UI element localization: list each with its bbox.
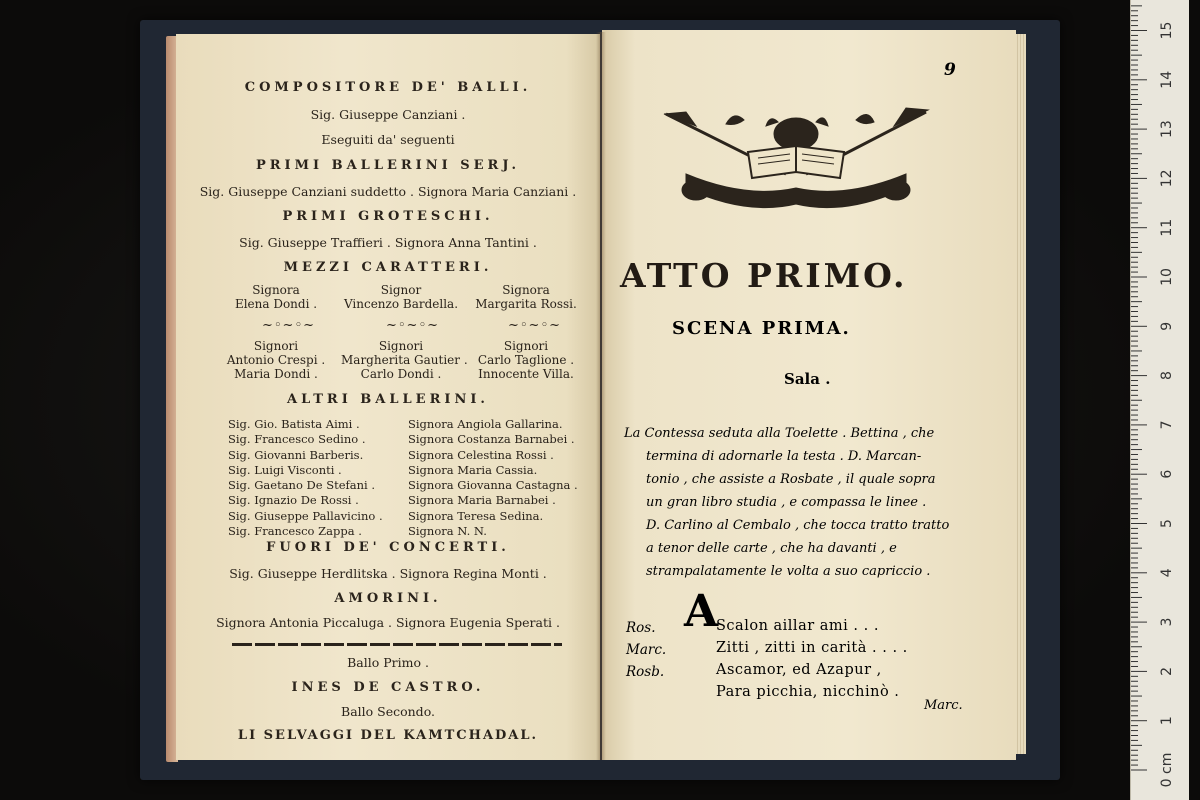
amorini-heading: AMORINI. <box>334 591 442 606</box>
ruler-label: 12 <box>1159 169 1175 188</box>
ornament-divider: ~◦~◦~ <box>262 318 316 333</box>
ruler-label: 4 <box>1159 568 1175 578</box>
cell-title: Signori <box>378 339 424 353</box>
stage-direction-line: strampalatamente le volta a suo capriccio . <box>646 564 931 579</box>
cell-name: Innocente Villa. <box>478 367 574 381</box>
cell-name: Maria Dondi . <box>234 367 318 381</box>
scene-title: SCENA PRIMA. <box>672 318 851 339</box>
trophy-vignette-icon <box>656 104 936 224</box>
dialogue-line: Scalon aillar ami . . . <box>716 618 879 634</box>
dialogue-line: Zitti , zitti in carità . . . . <box>716 640 908 656</box>
altri-men-list <box>228 417 383 539</box>
list-item: Sig. Gaetano De Stefani . <box>228 478 376 493</box>
cell-title: Signori <box>253 339 299 353</box>
primi-groteschi-line: Sig. Giuseppe Traffieri . Signora Anna Tantini . <box>239 235 537 250</box>
fuori-de-concerti-line: Sig. Giuseppe Herdlitska . Signora Regina Monti . <box>229 566 547 581</box>
ruler-label: 0 cm <box>1159 752 1175 788</box>
ruler-label: 9 <box>1159 321 1175 331</box>
ruler-label: 1 <box>1159 716 1175 726</box>
ballo-primo-label: Ballo Primo . <box>347 655 429 670</box>
cell-name: Margarita Rossi. <box>475 297 577 311</box>
cell-name: Carlo Dondi . <box>360 367 442 381</box>
measuring-ruler <box>1130 0 1189 800</box>
composer-heading: COMPOSITORE DE' BALLI. <box>244 80 532 95</box>
cell-name: Vincenzo Bardella. <box>343 297 459 311</box>
amorini-line: Signora Antonia Piccaluga . Signora Eugenia Sperati . <box>216 615 560 630</box>
mezzi-caratteri-heading: MEZZI CARATTERI. <box>283 260 493 275</box>
setting-label: Sala . <box>784 370 831 388</box>
mezzi-cell <box>466 339 586 381</box>
fuori-de-concerti-heading: FUORI DE' CONCERTI. <box>266 540 510 555</box>
cell-name: Elena Dondi . <box>234 297 318 311</box>
mezzi-cell <box>216 283 336 311</box>
dialogue-line: Para picchia, nicchinò . <box>716 684 900 700</box>
list-item: Signora Angiola Gallarina. <box>408 417 563 431</box>
primi-ballerini-line: Sig. Giuseppe Canziani suddetto . Signora Maria Canziani . <box>199 184 577 199</box>
mezzi-row-1 <box>216 283 586 311</box>
ballo-secondo-label: Ballo Secondo. <box>341 704 435 719</box>
cell-name: Carlo Taglione . <box>477 353 575 367</box>
ruler-label: 2 <box>1159 666 1175 676</box>
ruler-label: 14 <box>1159 70 1175 89</box>
ruler-label: 6 <box>1159 469 1175 479</box>
act-title: ATTO PRIMO. <box>620 256 908 295</box>
stage-direction-line: D. Carlino al Cembalo , che tocca tratto tratto <box>646 518 950 533</box>
stage-direction-line: un gran libro studia , e compassa le linee . <box>646 495 927 510</box>
list-item: Signora Costanza Barnabei . <box>408 432 575 447</box>
mezzi-cell <box>466 283 586 311</box>
list-item: Sig. Giuseppe Pallavicino . <box>228 508 383 523</box>
ruler-label: 11 <box>1159 218 1175 237</box>
list-item: Signora Celestina Rossi . <box>408 447 554 462</box>
composer-name: Sig. Giuseppe Canziani . <box>310 107 466 122</box>
ruler-label: 10 <box>1159 268 1175 286</box>
catchword: Marc. <box>924 698 963 713</box>
speaker-label: Rosb. <box>626 664 665 680</box>
list-item: Sig. Gio. Batista Aimi . <box>228 417 360 431</box>
performed-by-line: Eseguiti da' seguenti <box>321 132 455 147</box>
list-item: Signora Teresa Sedina. <box>408 508 544 523</box>
speaker-label: Marc. <box>626 642 667 658</box>
cell-title: Signora <box>252 283 300 297</box>
ruler-label: 8 <box>1159 371 1175 381</box>
stage-direction-line: termina di adornarle la testa . D. Marcan- <box>646 449 922 464</box>
left-page <box>176 34 600 760</box>
book-gutter <box>596 32 606 760</box>
ornament-divider: ~◦~◦~ <box>508 318 562 333</box>
list-item: Sig. Francesco Zappa . <box>228 524 362 539</box>
list-item: Signora Giovanna Castagna . <box>408 478 578 493</box>
cell-name: Margherita Gautier . <box>341 353 468 367</box>
ornament-divider: ~◦~◦~ <box>386 318 440 333</box>
mezzi-row-2 <box>216 339 586 381</box>
list-item: Sig. Ignazio De Rossi . <box>228 493 359 508</box>
drop-cap: A <box>684 586 719 637</box>
stage-direction-line: La Contessa seduta alla Toelette . Bettina , che <box>624 426 935 441</box>
ruler-label: 3 <box>1159 617 1175 627</box>
stage-direction-line: tonio , che assiste a Rosbate , il quale sopra <box>646 472 936 487</box>
ruler-scale <box>1131 0 1189 800</box>
primi-groteschi-heading: PRIMI GROTESCHI. <box>282 209 494 224</box>
list-item: Signora Maria Cassia. <box>408 462 538 477</box>
cell-title: Signora <box>502 283 550 297</box>
ruler-label: 5 <box>1159 519 1175 528</box>
altri-ballerini-heading: ALTRI BALLERINI. <box>287 392 489 407</box>
ruler-label: 13 <box>1159 120 1175 139</box>
page-number: 9 <box>944 60 956 80</box>
list-item: Signora Maria Barnabei . <box>408 493 556 508</box>
cell-title: Signor <box>380 283 422 297</box>
cell-name: Antonio Crespi . <box>226 353 326 367</box>
section-rule <box>232 643 562 646</box>
list-item: Sig. Francesco Sedino . <box>228 432 366 447</box>
altri-women-list <box>408 417 578 539</box>
ballo-secondo-title: LI SELVAGGI DEL KAMTCHADAL. <box>237 728 539 743</box>
list-item: Sig. Giovanni Barberis. <box>228 447 364 462</box>
list-item: Sig. Luigi Visconti . <box>228 462 342 477</box>
mezzi-cell <box>341 283 461 311</box>
ballo-primo-title: INES DE CASTRO. <box>291 680 485 695</box>
cell-title: Signori <box>503 339 549 353</box>
primi-ballerini-heading: PRIMI BALLERINI SERJ. <box>255 158 521 173</box>
stage-direction-line: a tenor delle carte , che ha davanti , e <box>646 541 897 556</box>
ruler-label: 15 <box>1159 21 1175 40</box>
dialogue-line: Ascamor, ed Azapur , <box>716 662 882 678</box>
ruler-label: 7 <box>1159 420 1175 430</box>
list-item: Signora N. N. <box>408 524 487 539</box>
mezzi-cell <box>216 339 336 381</box>
speaker-label: Ros. <box>626 620 656 636</box>
mezzi-cell <box>341 339 468 381</box>
